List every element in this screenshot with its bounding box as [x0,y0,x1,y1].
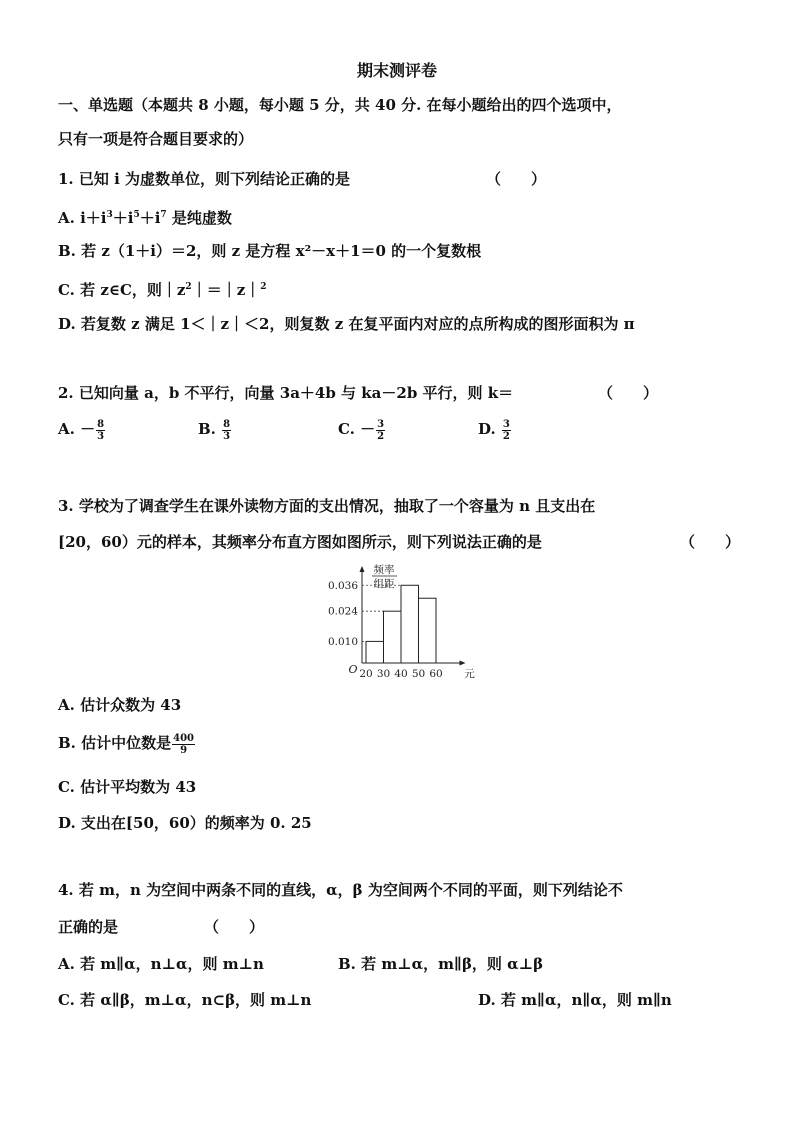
q4-answer-paren: （ ） [204,918,265,936]
section-header [58,94,622,116]
q4-option-c: C. 若 α∥β，m⊥α，n⊂β，则 m⊥n [58,991,312,1009]
histogram-bar [366,641,384,663]
q3-option-b: B. 估计中位数是 $\frac{400}{9}$ [58,732,194,756]
section-desc-line1: （本题共 8 小题，每小题 5 分，共 40 分. 在每小题给出的四个选项中， [133,96,622,114]
q3-stem-line1: 3. 学校为了调查学生在课外读物方面的支出情况，抽取了一个容量为 n 且支出在 [58,497,596,515]
y-axis-arrow [360,566,365,572]
q1-stem: 1. 已知 i 为虚数单位，则下列结论正确的是 [58,170,351,188]
x-tick-label: 40 [394,668,408,680]
x-axis-label: 元 [464,668,475,680]
x-tick-label: 30 [376,668,391,680]
q1-answer-paren: （ ） [486,170,547,188]
y-axis-label-numerator: 频率 [373,564,395,576]
histogram-bars [366,585,436,663]
q1-option-b: B. 若 z（1＋i）＝2，则 z 是方程 x²－x＋1＝0 的一个复数根 [58,242,482,260]
q1-option-d: D. 若复数 z 满足 1＜｜z｜＜2，则复数 z 在复平面内对应的点所构成的图形面积为 π [58,315,635,333]
y-tick-label: 0.010 [327,635,358,648]
q4-option-d: D. 若 m∥α，n∥α，则 m∥n [478,991,672,1009]
q2-option-a: A. － $\frac{8}{3}$ [58,418,105,442]
x-axis-arrow [460,661,466,666]
q4-option-b: B. 若 m⊥α，m∥β，则 α⊥β [338,955,544,973]
histogram-bar [384,611,402,663]
q2-option-d: D. $\frac{3}{2}$ [478,418,510,442]
q1-option-a: A. $i+i^3+i^5+i^7$ 是纯虚数 [58,209,232,227]
q4-stem-line1: 4. 若 m，n 为空间中两条不同的直线，α，β 为空间两个不同的平面，则下列结论不 [58,881,623,899]
section-desc-line2: 只有一项是符合题目要求的） [58,130,254,148]
q3-option-c: C. 估计平均数为 43 [58,778,197,796]
q2-answer-paren: （ ） [598,384,659,402]
x-tick-label: 20 [359,668,373,680]
q2-option-c: C. － $\frac{3}{2}$ [338,418,385,442]
q4-stem-line2: 正确的是 [58,918,119,936]
histogram-bar [401,585,419,663]
q3-stem-line2: [20，60）元的样本，其频率分布直方图如图所示，则下列说法正确的是 [58,533,542,551]
q2-option-b: B. $\frac{8}{3}$ [198,418,231,442]
origin-label: O [348,663,358,676]
q4-option-a: A. 若 m∥α，n⊥α，则 m⊥n [58,955,264,973]
frequency-histogram [318,562,478,682]
y-axis-label-denominator: 组距 [373,578,395,590]
page-title: 期末测评卷 [356,61,437,80]
q3-option-d: D. 支出在[50，60）的频率为 0. 25 [58,814,312,832]
histogram-bar [419,598,437,663]
y-tick-label: 0.036 [327,579,358,592]
x-tick-label: 60 [429,668,443,680]
section-heading: 一、单选题 [58,96,134,114]
q3-answer-paren: （ ） [680,533,741,551]
y-tick-label: 0.024 [327,605,358,618]
q1-option-c: C. 若 z∈C，则$|z^2|=|z|^2$ [58,281,267,299]
q3-option-a: A. 估计众数为 43 [58,696,182,714]
x-tick-label: 50 [411,668,426,680]
q2-stem: 2. 已知向量 a，b 不平行，向量 3a＋4b 与 ka－2b 平行，则 k＝ [58,384,514,402]
